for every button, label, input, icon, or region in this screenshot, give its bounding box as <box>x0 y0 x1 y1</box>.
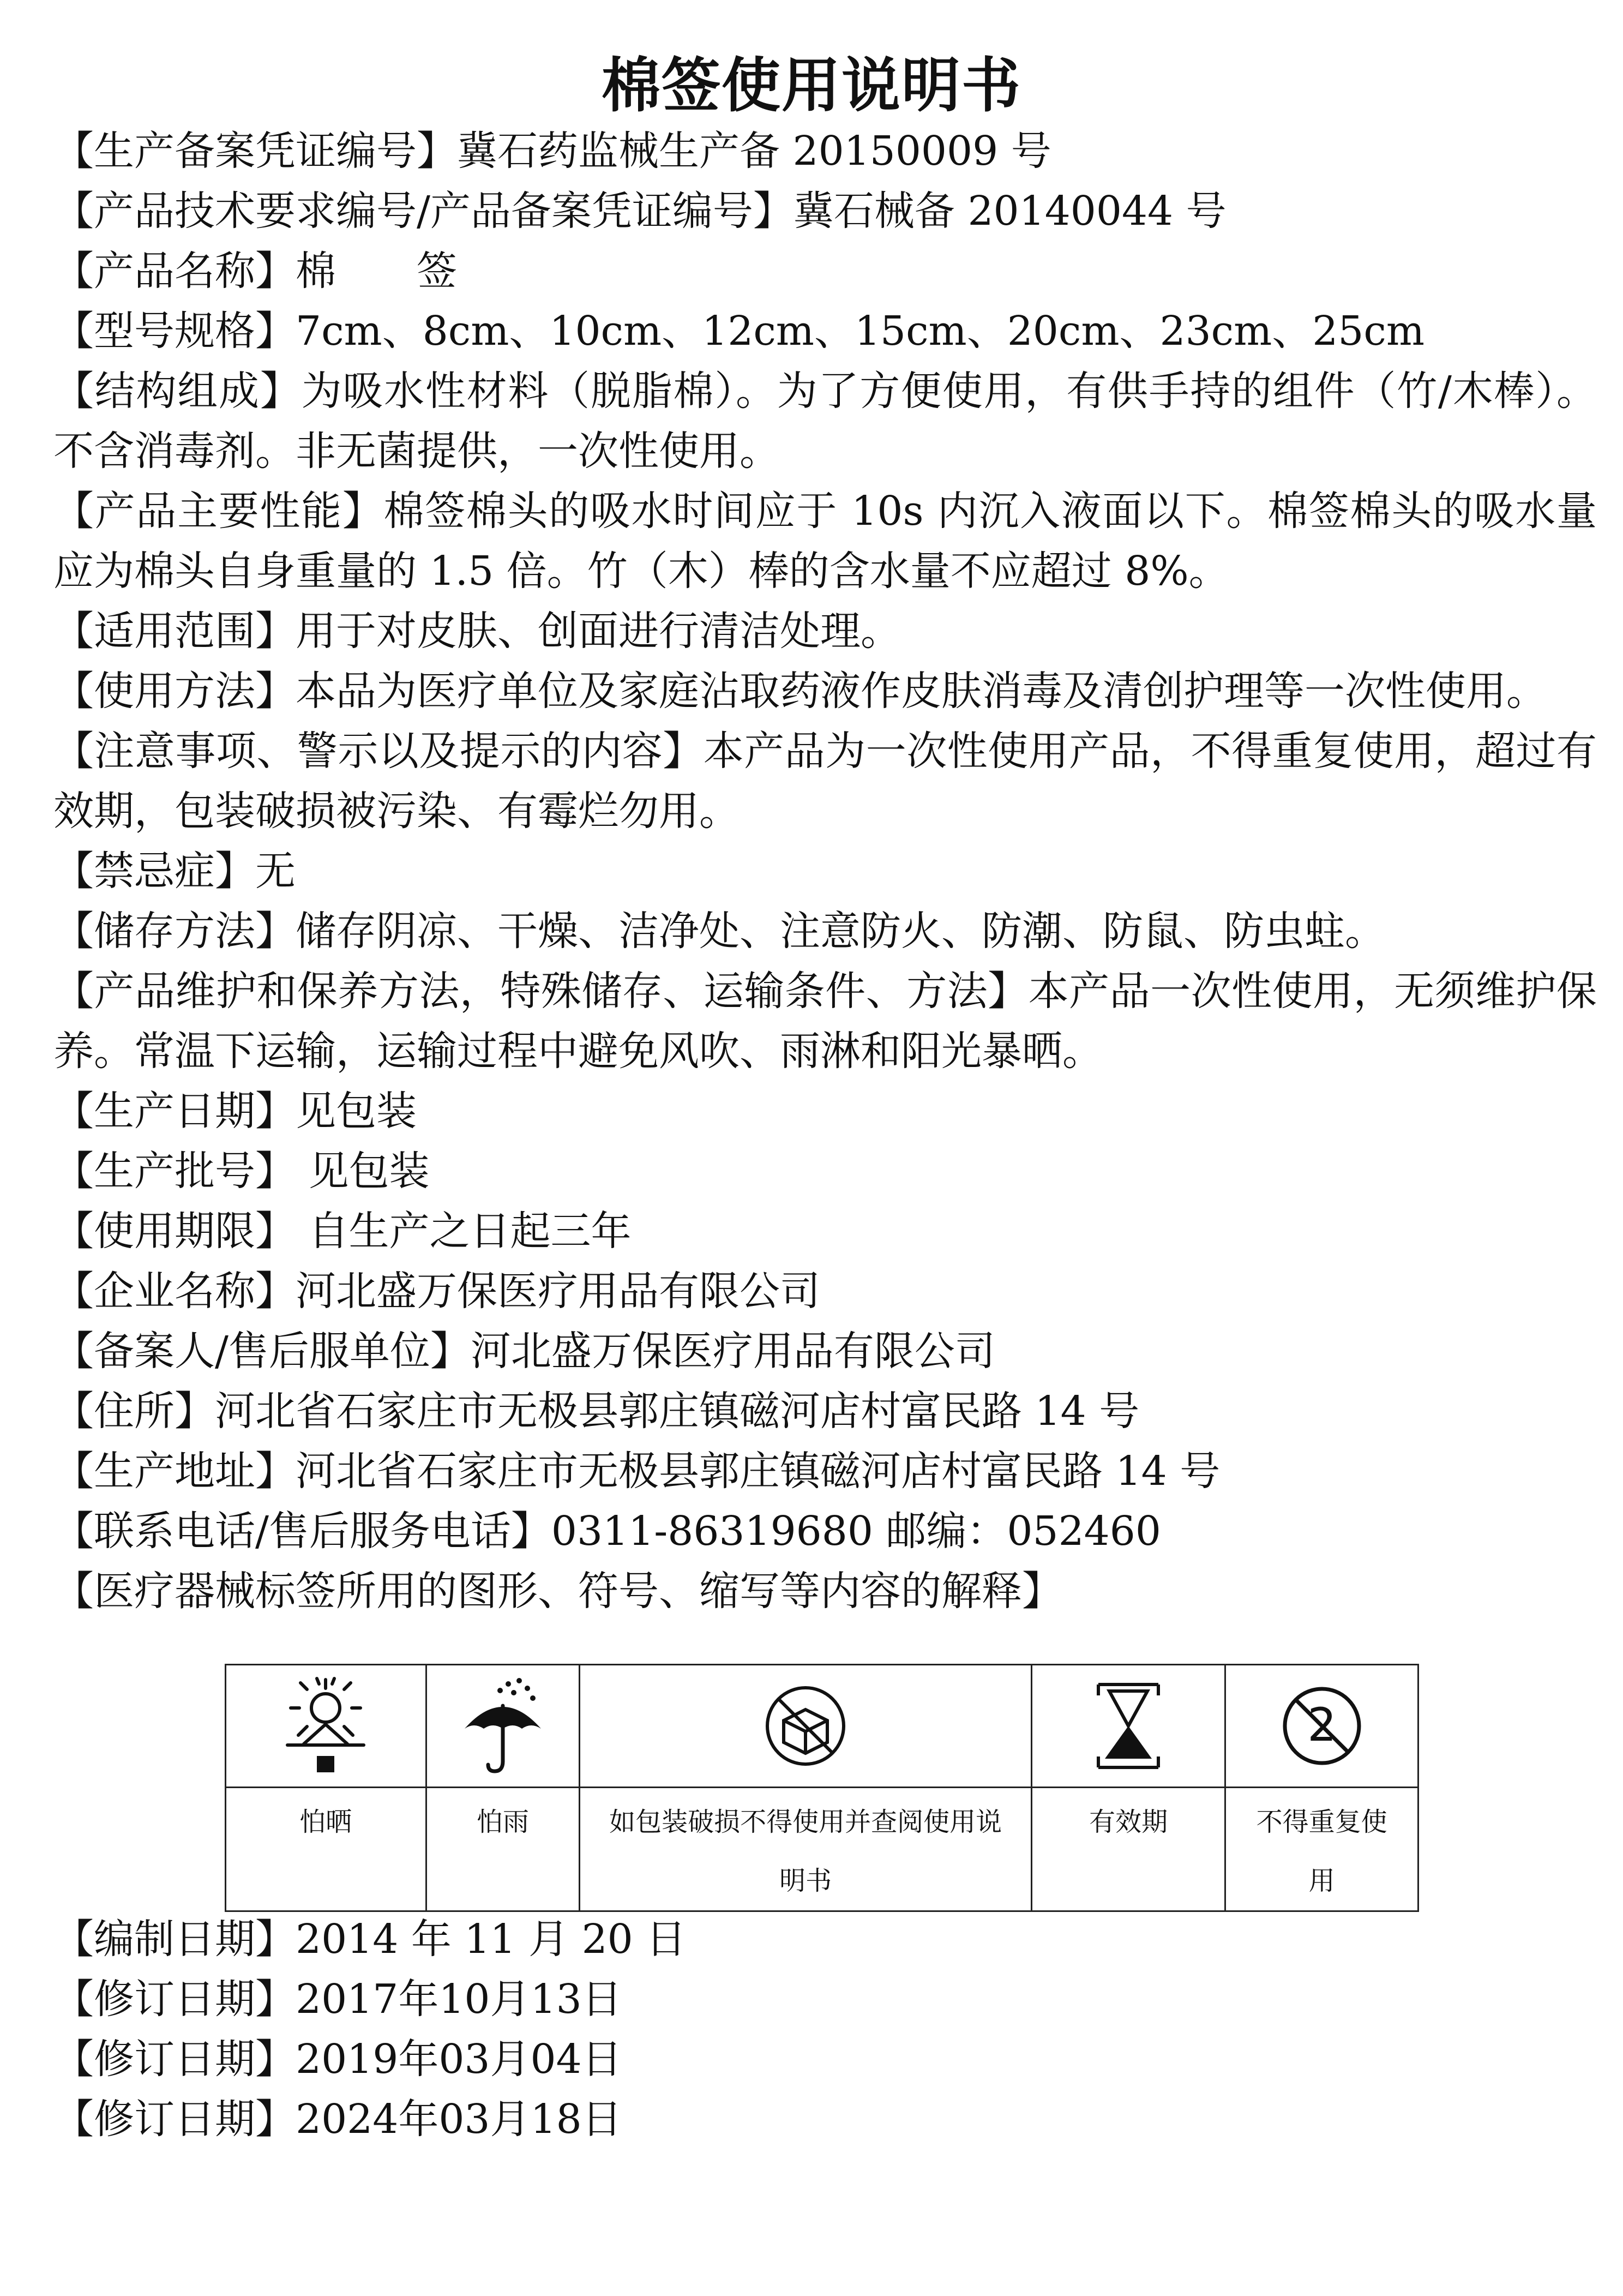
filing-cert-line: 【生产备案凭证编号】冀石药监械生产备 20150009 号 <box>53 128 1051 175</box>
production-date-line: 【生产日期】见包装 <box>53 1088 417 1135</box>
maintenance-paragraph: 【产品维护和保养方法，特殊储存、运输条件、方法】本产品一次性使用，无须维护保养。常温下运输，运输过程中避免风吹、雨淋和阳光暴晒。 <box>53 968 1597 1075</box>
revised-date-line: 【修订日期】2024年03月18日 <box>53 2096 622 2143</box>
shelf-life-line: 【使用期限】 自生产之日起三年 <box>53 1208 632 1255</box>
production-address-line: 【生产地址】河北省石家庄市无极县郭庄镇磁河店村富民路 14 号 <box>53 1448 1221 1495</box>
revised-date-line: 【修订日期】2019年03月04日 <box>53 2036 622 2083</box>
sunlight-icon-cell <box>226 1665 426 1788</box>
batch-number-line: 【生产批号】 见包装 <box>53 1148 430 1195</box>
specs-line: 【型号规格】7cm、8cm、10cm、12cm、15cm、20cm、23cm、25cm <box>53 308 1425 355</box>
compiled-date-line: 【编制日期】2014 年 11 月 20 日 <box>53 1916 687 1963</box>
do-not-use-if-damaged-icon <box>756 1677 855 1775</box>
usage-paragraph: 【使用方法】本品为医疗单位及家庭沾取药液作皮肤消毒及清创护理等一次性使用。 <box>53 668 1547 715</box>
dates-block <box>53 1909 1597 2149</box>
residence-line: 【住所】河北省石家庄市无极县郭庄镇磁河店村富民路 14 号 <box>53 1388 1140 1435</box>
product-name-line: 【产品名称】棉 签 <box>53 248 457 295</box>
no-reuse-icon-cell <box>1225 1665 1418 1788</box>
symbol-label: 有效期 <box>1031 1788 1225 1911</box>
symbol-label: 怕雨 <box>426 1788 580 1911</box>
keep-dry-icon <box>456 1674 549 1778</box>
do-not-reuse-icon <box>1276 1680 1368 1772</box>
digit-two: 2 <box>1307 1698 1337 1752</box>
rain-icon-cell <box>426 1665 580 1788</box>
company-line: 【企业名称】河北盛万保医疗用品有限公司 <box>53 1268 820 1315</box>
tech-requirement-line: 【产品技术要求编号/产品备案凭证编号】冀石械备 20140044 号 <box>53 188 1227 235</box>
expiry-date-icon <box>1087 1677 1169 1775</box>
performance-paragraph: 【产品主要性能】棉签棉头的吸水时间应于 10s 内沉入液面以下。棉签棉头的吸水量应为棉头自身重量的 1.5 倍。竹（木）棒的含水量不应超过 8%。 <box>53 488 1597 595</box>
symbols-table <box>225 1664 1419 1912</box>
storage-line: 【储存方法】储存阴凉、干燥、洁净处、注意防火、防潮、防鼠、防虫蛀。 <box>53 908 1385 955</box>
scope-line: 【适用范围】用于对皮肤、创面进行清洁处理。 <box>53 608 901 655</box>
expiry-icon-cell <box>1031 1665 1225 1788</box>
page-title: 棉签使用说明书 <box>601 52 1021 120</box>
instruction-body <box>53 121 1597 1621</box>
damaged-package-icon-cell <box>580 1665 1032 1788</box>
structure-paragraph: 【结构组成】为吸水性材料（脱脂棉）。为了方便使用，有供手持的组件（竹/木棒）。不含消毒剂。非无菌提供，一次性使用。 <box>53 368 1597 475</box>
symbols-label-row <box>226 1788 1418 1911</box>
symbol-label: 如包装破损不得使用并查阅使用说明书 <box>580 1788 1032 1911</box>
keep-away-from-sunlight-icon <box>271 1674 380 1778</box>
revised-date-line: 【修订日期】2017年10月13日 <box>53 1976 622 2023</box>
symbols-heading: 【医疗器械标签所用的图形、符号、缩写等内容的解释】 <box>53 1568 1062 1615</box>
symbol-label: 不得重复使用 <box>1225 1788 1418 1911</box>
warnings-paragraph: 【注意事项、警示以及提示的内容】本产品为一次性使用产品，不得重复使用，超过有效期，包装破损被污染、有霉烂勿用。 <box>53 728 1597 835</box>
registrant-line: 【备案人/售后服单位】河北盛万保医疗用品有限公司 <box>53 1328 995 1375</box>
symbols-icon-row <box>226 1665 1418 1788</box>
symbol-label: 怕晒 <box>226 1788 426 1911</box>
contact-line: 【联系电话/售后服务电话】0311-86319680 邮编：052460 <box>53 1508 1161 1555</box>
contraindications-line: 【禁忌症】无 <box>53 848 296 895</box>
